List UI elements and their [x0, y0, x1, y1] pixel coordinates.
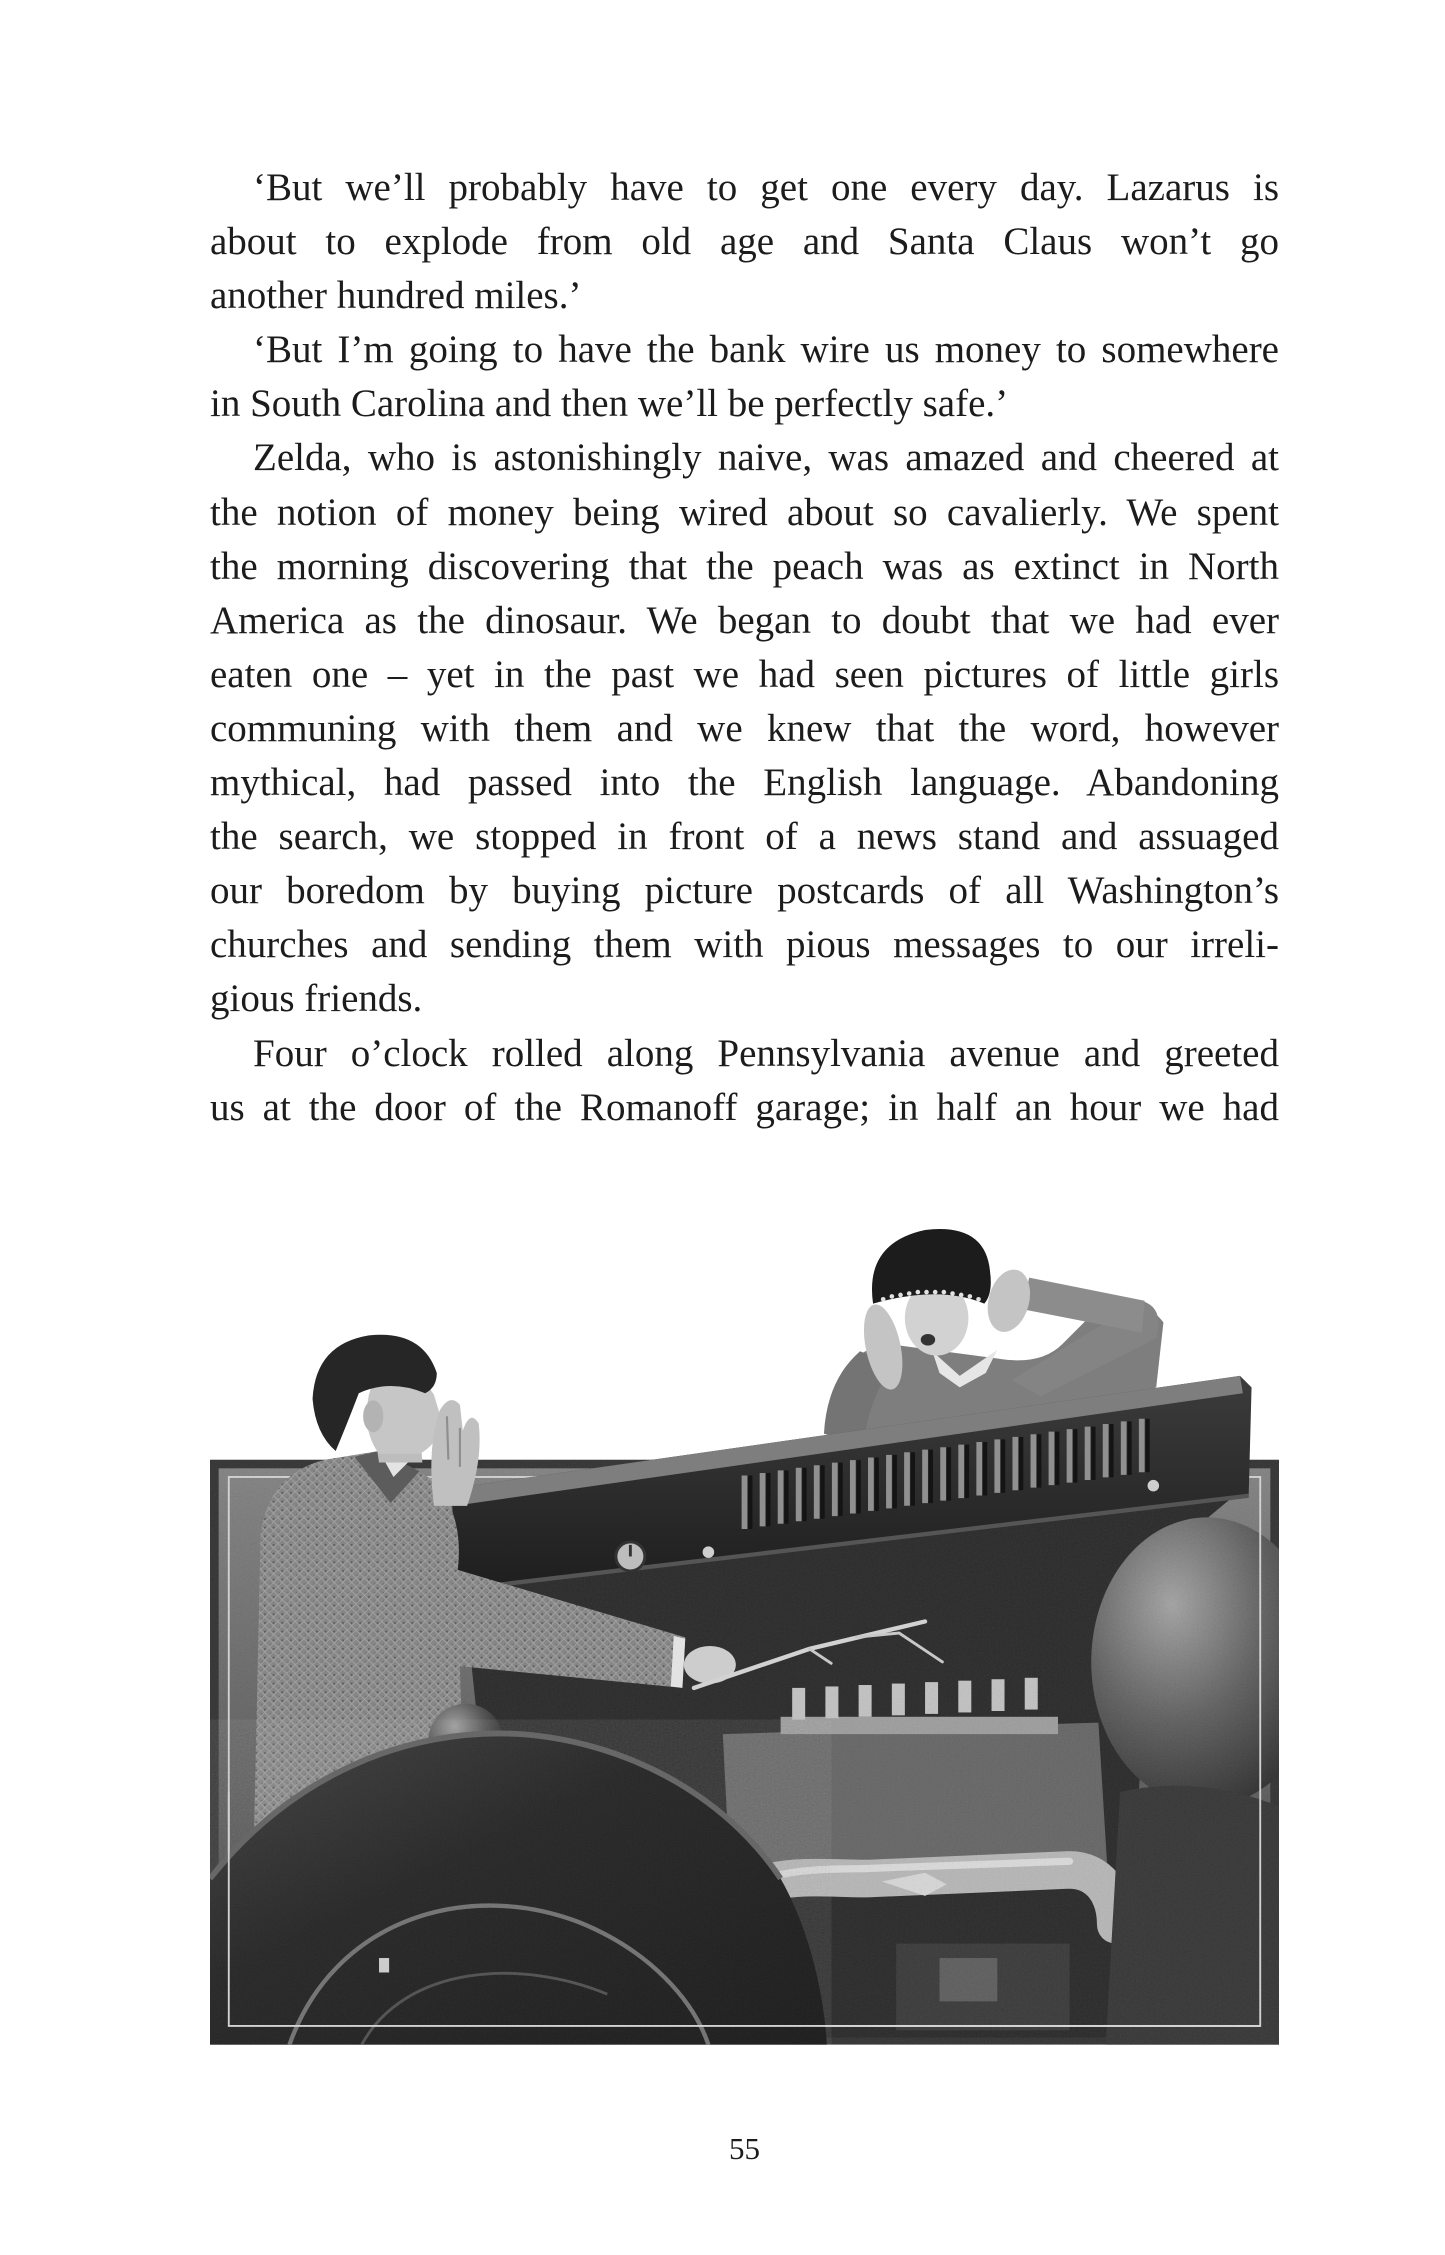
- text-line: communing with them and we knew that the word, however: [210, 706, 1279, 750]
- page-number: 55: [729, 2131, 760, 2166]
- cloche-hat: [872, 1229, 991, 1304]
- text-line: Four o’clock rolled along Pennsylvania avenue and greeted: [253, 1031, 1279, 1075]
- paragraph: [210, 431, 1279, 1026]
- text-line: ‘But I’m going to have the bank wire us money to somewhere: [253, 328, 1279, 372]
- text-line: the search, we stopped in front of a news stand and assuaged: [210, 815, 1279, 859]
- text-line: us at the door of the Romanoff garage; in half an hour we had: [210, 1085, 1279, 1129]
- text-line: another hundred miles.’: [210, 274, 582, 318]
- text-line: about to explode from old age and Santa Claus won’t go: [210, 220, 1279, 264]
- text-line: ‘But we’ll probably have to get one every day. Lazarus is: [253, 166, 1279, 209]
- text-line: our boredom by buying picture postcards of all Washington’s: [210, 869, 1279, 913]
- text-line: Zelda, who is astonishingly naive, was amazed and cheered at: [253, 436, 1279, 480]
- text-line: mythical, had passed into the English language. Abandoning: [210, 761, 1279, 805]
- body-text: [210, 161, 1279, 1135]
- text-line: churches and sending them with pious messages to our irreli-: [210, 923, 1279, 967]
- paragraph: [210, 323, 1279, 431]
- text-line: the notion of money being wired about so cavalierly. We spent: [210, 490, 1279, 534]
- text-line: gious friends.: [210, 977, 423, 1021]
- text-line: the morning discovering that the peach was as extinct in North: [210, 544, 1279, 588]
- man-ear: [363, 1400, 383, 1432]
- paragraph: [210, 161, 1279, 323]
- text-line: in South Carolina and then we’ll be perfectly safe.’: [210, 382, 1009, 426]
- text-line: America as the dinosaur. We began to doubt that we had ever: [210, 598, 1279, 642]
- photograph: [210, 1214, 1279, 2052]
- text-line: eaten one – yet in the past we had seen pictures of little girls: [210, 652, 1279, 696]
- paragraph: [210, 1027, 1279, 1135]
